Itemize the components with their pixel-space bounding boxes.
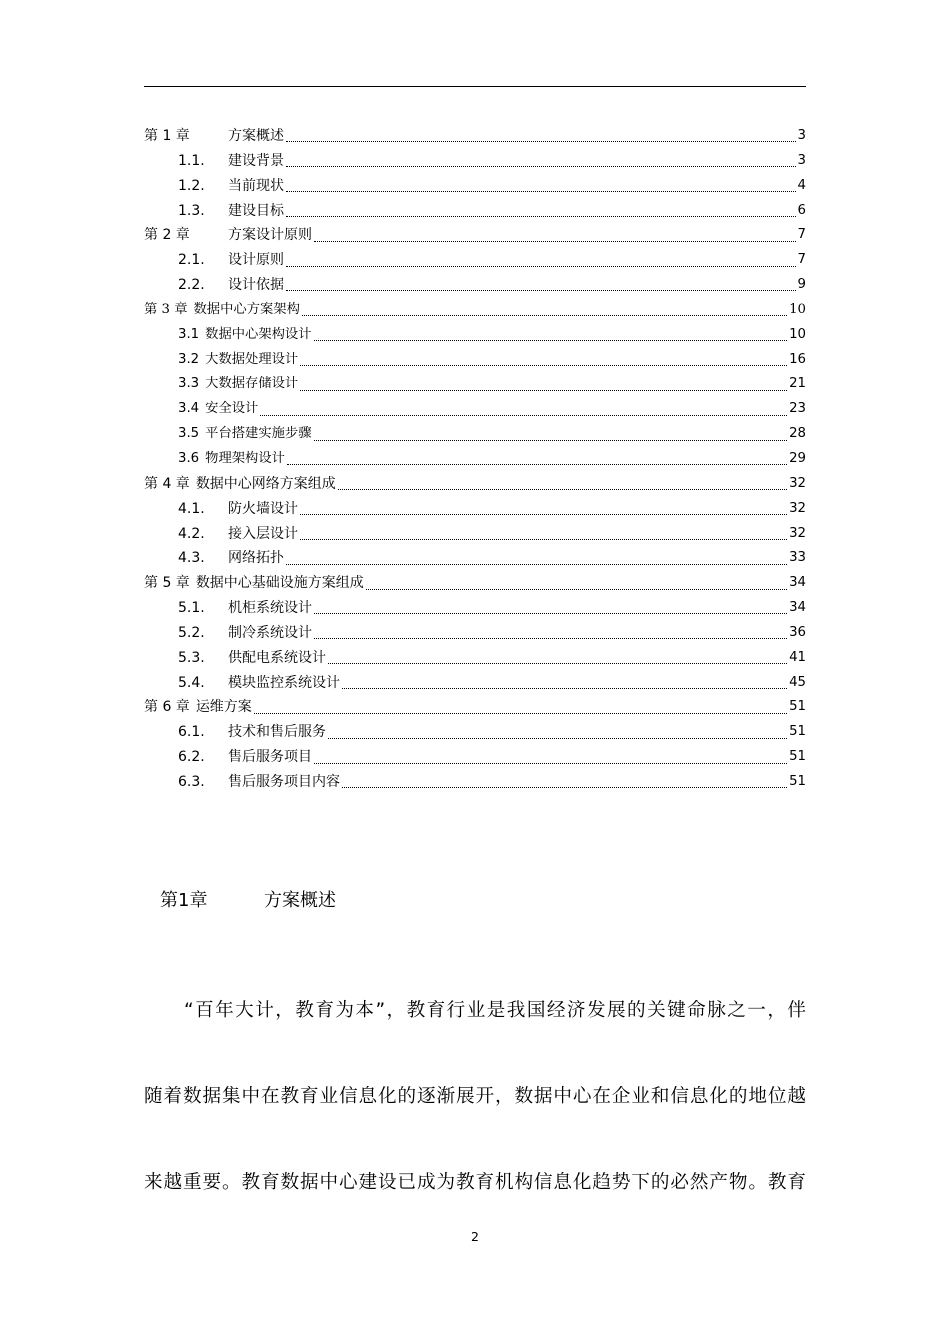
toc-dot-leader <box>328 721 787 745</box>
toc-entry[interactable] <box>144 422 806 447</box>
toc-entry-page: 21 <box>789 376 806 392</box>
chapter-heading <box>160 886 336 912</box>
toc-entry-number: 第 6 章 <box>144 699 190 716</box>
chapter-number: 第1章 <box>160 890 208 911</box>
toc-entry-number: 4.3. <box>178 550 205 567</box>
toc-dot-leader <box>300 497 787 521</box>
toc-entry-title: 售后服务项目内容 <box>228 773 340 790</box>
toc-dot-leader <box>286 199 796 223</box>
toc-entry-title: 数据中心基础设施方案组成 <box>195 575 364 592</box>
toc-entry-page: 34 <box>789 575 806 591</box>
toc-dot-leader <box>314 224 796 248</box>
toc-entry-page: 10 <box>789 301 806 317</box>
toc-entry-number: 2.1. <box>178 252 205 269</box>
toc-dot-leader <box>260 398 787 422</box>
toc-entry[interactable] <box>144 298 806 323</box>
toc-dot-leader <box>286 124 796 148</box>
toc-entry-number: 5.3. <box>178 649 205 666</box>
toc-entry-number: 3.4 <box>178 401 200 417</box>
toc-entry[interactable] <box>144 223 806 248</box>
chapter-title: 方案概述 <box>264 890 336 911</box>
toc-entry-page: 3 <box>797 128 806 143</box>
toc-entry-title: 设计原则 <box>228 252 284 269</box>
body-line: 随着数据集中在教育业信息化的逐渐展开，数据中心在企业和信息化的地位越 <box>144 1086 806 1107</box>
toc-entry-page: 33 <box>789 550 806 566</box>
toc-entry-page: 16 <box>789 351 806 367</box>
toc-entry-number: 第 2 章 <box>144 227 190 244</box>
toc-entry-number: 第 3 章 <box>144 301 188 317</box>
toc-entry-number: 6.3. <box>178 773 205 790</box>
toc-entry-number: 1.1. <box>178 152 205 169</box>
toc-entry-title: 供配电系统设计 <box>228 649 326 666</box>
toc-entry[interactable] <box>144 248 806 273</box>
toc-entry-number: 第 5 章 <box>144 575 190 592</box>
toc-entry-number: 1.2. <box>178 177 205 194</box>
toc-dot-leader <box>342 770 787 794</box>
toc-dot-leader <box>287 447 787 471</box>
toc-entry-page: 51 <box>789 724 806 740</box>
toc-entry-page: 34 <box>789 600 806 616</box>
toc-entry-number: 3.3 <box>178 376 200 392</box>
toc-entry-title: 数据中心网络方案组成 <box>195 475 336 492</box>
page-number: 2 <box>471 1229 479 1244</box>
toc-dot-leader <box>302 298 787 322</box>
toc-entry-title: 制冷系统设计 <box>228 624 312 641</box>
toc-entry-title: 机柜系统设计 <box>228 600 312 617</box>
toc-entry-title: 售后服务项目 <box>228 749 312 766</box>
toc-entry-title: 当前现状 <box>228 177 284 194</box>
toc-entry-page: 10 <box>789 326 806 342</box>
toc-entry-page: 41 <box>789 649 806 665</box>
toc-entry-title: 技术和售后服务 <box>228 724 326 741</box>
toc-entry-number: 5.2. <box>178 624 205 641</box>
toc-dot-leader <box>286 174 796 198</box>
toc-entry-title: 大数据处理设计 <box>205 351 299 367</box>
toc-entry-number: 6.1. <box>178 724 205 741</box>
toc-entry-page: 6 <box>797 202 806 218</box>
toc-entry-title: 数据中心架构设计 <box>205 326 312 342</box>
toc-entry-number: 3.6 <box>178 450 200 466</box>
toc-entry-page: 23 <box>789 401 806 417</box>
toc-entry-title: 防火墙设计 <box>228 500 298 517</box>
toc-entry[interactable] <box>144 149 806 174</box>
toc-entry-title: 接入层设计 <box>228 525 298 542</box>
toc-entry-page: 45 <box>789 674 806 690</box>
toc-entry-number: 2.2. <box>178 277 205 294</box>
toc-entry[interactable] <box>144 621 806 646</box>
toc-entry-title: 设计依据 <box>228 277 284 294</box>
toc-entry-title: 物理架构设计 <box>205 450 285 466</box>
toc-entry[interactable] <box>144 720 806 745</box>
toc-dot-leader <box>314 323 788 347</box>
toc-entry[interactable] <box>144 646 806 671</box>
toc-entry-number: 1.3. <box>178 202 205 219</box>
toc-dot-leader <box>300 373 787 397</box>
toc-entry-number: 第 1 章 <box>144 128 190 144</box>
body-line: “百年大计，教育为本”，教育行业是我国经济发展的关键命脉之一，伴 <box>184 1000 806 1021</box>
body-line: 来越重要。教育数据中心建设已成为教育机构信息化趋势下的必然产物。教育 <box>144 1172 806 1193</box>
body-paragraph <box>144 990 806 1248</box>
toc-entry-page: 51 <box>789 699 806 715</box>
toc-entry-number: 4.2. <box>178 525 205 542</box>
toc-entry[interactable] <box>144 174 806 199</box>
toc-entry[interactable] <box>144 497 806 522</box>
toc-entry-page: 32 <box>789 475 806 491</box>
toc-dot-leader <box>286 273 796 297</box>
toc-dot-leader <box>300 348 787 372</box>
toc-entry-number: 3.1 <box>178 326 200 342</box>
toc-entry[interactable] <box>144 695 806 720</box>
toc-entry-number: 5.1. <box>178 600 205 617</box>
toc-entry-number: 5.4. <box>178 674 205 691</box>
toc-entry[interactable] <box>144 372 806 397</box>
toc-entry-title: 方案设计原则 <box>228 227 312 244</box>
toc-entry-page: 36 <box>789 624 806 640</box>
toc-dot-leader <box>342 671 787 695</box>
toc-entry-title: 网络拓扑 <box>228 550 284 567</box>
toc-entry[interactable] <box>144 671 806 696</box>
toc-entry-page: 9 <box>797 277 806 293</box>
toc-dot-leader <box>314 621 787 645</box>
toc-entry[interactable] <box>144 546 806 571</box>
toc-entry[interactable] <box>144 273 806 298</box>
toc-entry-title: 建设背景 <box>228 152 284 169</box>
toc-entry-title: 建设目标 <box>228 202 284 219</box>
toc-dot-leader <box>314 596 787 620</box>
toc-dot-leader <box>314 746 787 770</box>
toc-entry-page: 3 <box>797 152 806 168</box>
toc-entry-page: 28 <box>789 426 806 442</box>
toc-entry[interactable] <box>144 199 806 224</box>
toc-entry-number: 第 4 章 <box>144 475 190 492</box>
toc-entry[interactable] <box>144 348 806 373</box>
toc-entry[interactable] <box>144 472 806 497</box>
toc-dot-leader <box>338 472 787 496</box>
toc-entry-page: 29 <box>789 450 806 466</box>
toc-entry[interactable] <box>144 596 806 621</box>
toc-entry[interactable] <box>144 124 806 149</box>
toc-entry-title: 方案概述 <box>228 128 284 144</box>
toc-dot-leader <box>300 522 787 546</box>
toc-entry-title: 安全设计 <box>205 401 259 417</box>
toc-entry-title: 数据中心方案架构 <box>193 301 300 317</box>
toc-dot-leader <box>286 149 796 173</box>
toc-entry-number: 3.2 <box>178 351 200 367</box>
toc-entry-number: 3.5 <box>178 426 200 442</box>
toc-entry-page: 32 <box>789 500 806 516</box>
toc-entry-page: 7 <box>797 227 806 243</box>
toc-entry-page: 51 <box>789 773 806 789</box>
toc-entry-title: 平台搭建实施步骤 <box>205 426 312 442</box>
toc-dot-leader <box>286 547 787 571</box>
toc-dot-leader <box>286 249 796 273</box>
toc-entry[interactable] <box>144 522 806 547</box>
toc-entry[interactable] <box>144 447 806 472</box>
toc-entry-number: 4.1. <box>178 500 205 517</box>
toc-entry-number: 6.2. <box>178 749 205 766</box>
toc-entry-page: 32 <box>789 525 806 541</box>
toc-entry-page: 4 <box>797 177 806 193</box>
toc-entry-page: 7 <box>797 252 806 268</box>
toc-dot-leader <box>366 572 787 596</box>
toc-dot-leader <box>328 646 787 670</box>
toc-entry-title: 模块监控系统设计 <box>228 674 340 691</box>
toc-entry[interactable] <box>144 770 806 795</box>
toc-dot-leader <box>254 696 787 720</box>
table-of-contents <box>144 124 806 795</box>
header-rule <box>144 86 806 87</box>
toc-entry-page: 51 <box>789 749 806 765</box>
toc-entry[interactable] <box>144 571 806 596</box>
toc-dot-leader <box>314 423 788 447</box>
toc-entry[interactable] <box>144 397 806 422</box>
toc-entry[interactable] <box>144 745 806 770</box>
toc-entry-title: 大数据存储设计 <box>205 376 299 392</box>
toc-entry[interactable] <box>144 323 806 348</box>
toc-entry-title: 运维方案 <box>195 699 252 716</box>
